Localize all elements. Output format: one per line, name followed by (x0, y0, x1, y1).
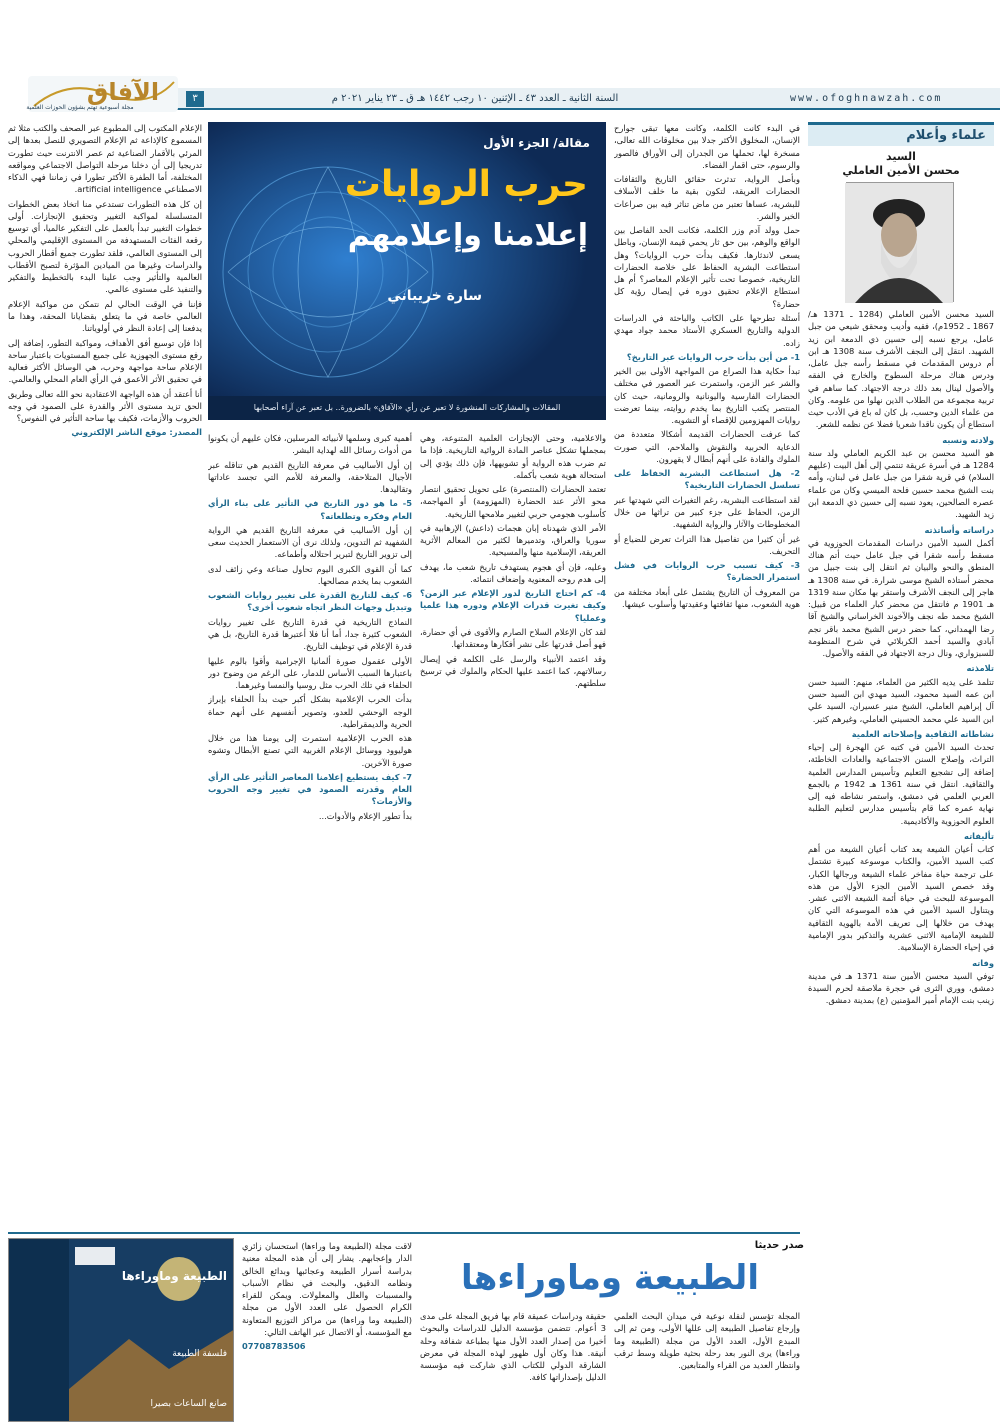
article-column-1 (614, 122, 800, 1202)
article-hero (208, 122, 606, 420)
section-divider (8, 1232, 800, 1234)
article-paragraph: هذه الحرب الإعلامية استمرت إلى يومنا هذا من خلال هوليوود ووسائل الإعلام الغربية التي تصنع الأبطال وتشوه صورة الآخرين. (208, 733, 412, 768)
article-question-3: 3- كيف تسبب حرب الروايات في فشل استمرار الحضارة؟ (614, 560, 800, 583)
bio-section-title: علماء وأعلام (808, 122, 994, 146)
article-paragraph: إن أول الأساليب في معرفة التاريخ القديم هي الرواية الشفهية ثم التدوين، ولذلك نرى أن الاستعمار الحديث سعى إلى تزوير التاريخ لتبرير احتلاله وأطماعه. (208, 524, 412, 560)
recent-column-1 (614, 1310, 800, 1422)
article-column-4 (8, 122, 202, 1212)
article-paragraph: النماذج التاريخية في قدرة التاريخ على تغيير روايات الشعوب كثيرة جدا، أما أنا فلا أعتبرها قدرة التاريخ، بل هي قدرة الإعلام في توظيف التاريخ. (208, 616, 412, 652)
article-question-7: 7- كيف يستطيع إعلامنا المعاصر التأثير على الرأي العام وقدرته الصمود في تغيير وجه الحروب والأزمات؟ (208, 771, 412, 807)
recent-column-3 (242, 1240, 412, 1422)
article-paragraph: الأمر الذي شهدناه إبان هجمات (داعش) الإرهابية في سوريا والعراق، وتدميرها لكثير من المعالم الأثرية العريقة، الإسلامية منها والمسيحية. (420, 522, 606, 558)
article-paragraph: بدأ تطور الإعلام والأدوات... (318, 810, 412, 821)
recent-paragraph: لاقت مجلة (الطبيعة وما وراءها) استحسان زائري الدار وإعجابهم. يشار إلى أن هذه المجلة معنية بدراسة أسرار الطبيعة وعجائبها وبدائع الخالق ونظامه الدقيق، والبحث في نظام الأسباب والمسببات والعلل والمعلولات. ويمكن للقراء الكرام الحصول على العدد الأول من مجلة (الطبيعة وما وراءها) من مراكز التوزيع المتعاونة مع المؤسسة، أو الاتصال عبر الهاتف التالي: (242, 1241, 412, 1337)
bio-study-title: دراساته وأساتذته (924, 524, 994, 535)
article-paragraph: إذا فإن توسيع أفق الأهداف، ومواكبة التطور، إضافة إلى رفع مستوى الجهوزية على جميع المستويات باعتبار ساحة الإعلام ساحة مواجهة وحرب، هي الوسائل الأكثر فعالية في تحقيق الأثر الأعمق في الرأي العام المحلي والعالمي. (8, 337, 202, 385)
bio-name-line-2: محسن الأمين العاملي (842, 164, 960, 177)
brand-tagline: مجلة أسبوعية تهتم بشؤون الحوزات العلمية (26, 104, 134, 111)
bio-birth-title: ولادته ونسبه (942, 434, 994, 445)
article-paragraph: من المعروف أن التاريخ يشتمل على أبعاد مختلفة من هوية الشعوب، منها ثقافتها وعقيدتها وأسلوب عيشها. (614, 586, 800, 609)
bio-intro: السيد محسن الأمين العاملي (1284 ـ 1371 هـ/ 1867 ـ 1952م)، فقيه وأديب ومحقق شيعي من جبل عامل، يرجع نسبه إلى حسين ذي الدمعة ابن زيد الشهيد. انتقل إلى النجف الأشرف سنة 1308 هـ ابن أم دروس المقدمات في مسقط رأسه جبل عامل، ودرس هناك مرحلة السطوح والخارج في الفقه والأصول لينال بعد ذلك درجة الاجتهاد. كما ساهم في تربية مجموعة من الطلاب الذين نهلوا من علومه. وكان من علماء الدين وحسب، بل كان له باع في الأدب حيث استطاع أن يكون ناقدا شعريا فضلا عن نظمه للشعر. (808, 309, 994, 430)
cover-line-2: صانع الساعات بصيرا (150, 1399, 227, 1409)
article-paragraph: إن كل هذه التطورات تستدعي منا اتخاذ بعض الخطوات المتسلسلة لمواكبة التغيير وتحقيق الإنجازات. أولى خطوات التغيير تبدأ بالعمل على التفكير عالميا، أي توسيع رقعة الفئات المستهدفة من المستوى الإقليمي والمحلي إلى المستوى العالمي، فلقد تطورت جميع أقطار الحروب والدراسات وغيرها من الميادين المؤثرة لتصبح الأقطاب العالمية والتأثير وجب علينا البدء بالتخطيط والتفكير والتنفيذ على مستوى عالمي. (8, 198, 202, 295)
bio-death-text: توفي السيد محسن الأمين سنة 1371 هـ في مدينة دمشق، ووري الثرى في حجرة ملاصقة لحرم السيدة زينب بنت الإمام أمير المؤمنين (ع) بمدينة دمشق. (808, 970, 994, 1006)
article-paragraph: والاعلامية، وحتى الإنجازات العلمية المتنوعة، وهي بمجملها تشكل عناصر المادة الروائية التاريخية. فإذا ما تم ضرب هذه الرواية أو تشويهها، فإن ذلك يؤدي إلى استحالة هوية شعب بأكمله. (420, 433, 606, 480)
article-paragraph: فإننا في الوقت الحالي لم نتمكن من مواكبة الإعلام العالمي خاصة في ما يتعلق بقضايانا المحقة، وهذا ما يدفعنا إلى إعادة النظر في أولوياتنا. (8, 298, 202, 334)
portrait-photo (846, 182, 954, 302)
article-paragraph: وقد اعتمد الأنبياء والرسل على الكلمة في إيصال رسالاتهم، كما اعتمد عليها الحكام والملوك في ترسيخ سلطتهم. (420, 653, 606, 689)
article-disclaimer: المقالات والمشاركات المنشورة لا تعبر عن رأي «الآفاق» بالضرورة.. بل تعبر عن آراء أصحابها (208, 396, 606, 420)
article-source: المصدر: موقع الناشر الإلكتروني (71, 427, 202, 438)
article-column-3 (208, 432, 412, 1232)
article-paragraph: لقد استطاعت البشرية، رغم التغيرات التي شهدتها عبر الزمن، الحفاظ على جزء كبير من تراثها من خلال المخطوطات والآثار والرواية الشفهية. (614, 494, 800, 530)
article-paragraph: تبدأ حكاية هذا الصراع من المواجهة الأولى بين الخير والشر عبر الزمن، واستمرت عبر العصور في مختلف الحضارات الفارسية واليونانية والرومانية، حيث كان المنتصر يكتب التاريخ بما يخدم روايته، بينما تعرضت روايات المهزومين للإقصاء أو التشويه. (614, 366, 800, 426)
phone-number[interactable]: 07708783506 (242, 1341, 306, 1352)
page-number: ٣ (186, 91, 204, 107)
article-paragraph: لقد كان الإعلام السلاح الصارم والأقوى في أي حضارة، فهو أصل قدرتها على نشر أفكارها ومعتقداتها. (420, 626, 606, 650)
bio-activity-title: نشاطاته الثقافية وإصلاحاته العلمية (851, 728, 994, 739)
article-author: سارة خريباني (387, 288, 482, 304)
article-paragraph: وبأصل الرواية، تدثرت حقائق التاريخ والثقافات الحضارات العريقة، لتكون بقية ما خلف الأسلاف للبشرية، عساها تعتبر من ماض تناثر فيه بين صراعات الخير والشر. (614, 174, 800, 221)
cover-art (9, 1239, 234, 1422)
article-subtitle: إعلامنا وإعلامهم (347, 218, 588, 253)
article-paragraph: الإعلام المكتوب إلى المطبوع عبر الصحف والكتب مثلا ثم المسموع كالإذاعة ثم الإعلام التصويري للنصل بعدها إلى المرئي بالأقمار الصناعية ثم عصر الانترنت حيث تطورت تدريجيا إلى أن دخلنا مرحلة التواصل الاجتماعي ومواقعه المختلفة، أما الطفرة الأكثر تطورا في زماننا فهي الذكاء الاصطناعي artificial intelligence. (8, 123, 202, 195)
bio-birth-text: هو السيد محسن بن عبد الكريم العاملي ولد سنة 1284 هـ في أسرة عريقة تنتمي إلى أهل البيت (عليهم السلام) في قرية شقرا من جبل عامل في لبنان، وأمه بنت الشيخ محمد حسين فلحة الميسي وكان من علماء عصره الصالحين، يعود نسبه إلى حسين ذي الدمعة ابن زيد الشهيد. (808, 447, 994, 520)
bio-works-text: كتاب أعيان الشيعة يعد كتاب أعيان الشيعة من أهم كتب السيد الأمين، والكتاب موسوعة كبيرة تشتمل على ترجمة حياة مفاخر علماء الشيعة ورجالها الكبار، وقد خصص السيد الأمين الجزء الأول من هذه الموسوعة للبحث في حياة أئمة الشيعة الاثنى عشر. ويتناول السيد الأمين في هذه الموسوعة التي كان يهدف من خلالها إلى تعريف الأمة بالهوية الثقافية للشيعة الإمامية الاثنى عشرية والتذكير بدور الإمامية في إحياء الحضارة الإسلامية. (808, 844, 994, 953)
article-question-4: 4- كم احتاج التاريخ لدور الإعلام عبر الزمن؟ وكيف تغيرت قدرات الإعلام ودوره هذا علميا وعمليا؟ (420, 588, 606, 623)
article-question-5: 5- ما هو دور التاريخ في التأثير على بناء الرأي العام وفكره وتطلعاته؟ (208, 498, 412, 521)
bio-study-text: أكمل السيد الأمين دراسات المقدمات الحوزوية في مسقط رأسه شقرا في جبل عامل حيث أتم هناك المنطق والنحو والبيان ثم انتقل إلى بنت جبيل من محضر أستاذه الشيخ موسى شرارة. في سنة 1308 هـ هاجر إلى النجف الأشرف واستقر بها مكان سنة 1319 هـ 1901 م فانتقل من محضر كبار العلماء من قبيل: الشيخ محمد طه نجف والآخوند الخراساني والشيخ آقا رضا الهمداني، كما حضر درس الشيخ محمد باقر نجم آبادي والسيد أحمد الكربلائي في شرح المنظومة للسبزواري، ونال درجة الاجتهاد في الفقه والأصول. (808, 537, 994, 659)
bio-works-title: تأليفاته (964, 830, 994, 841)
brand-name: الآفاق (86, 78, 160, 106)
article-paragraph: كما أن القوى الكبرى اليوم تحاول صناعة وعي زائف لدى الشعوب بما يخدم مصالحها. (208, 563, 412, 586)
article-paragraph: وعليه، فإن أي هجوم يستهدف تاريخ شعب ما، يهدف إلى هدم روحه المعنوية وإضعاف انتمائه. (420, 561, 606, 584)
article-paragraph: تعتمد الحضارات (المنتصرة) على تحويل تحقيق انتصار محو الأثر عند الحضارة (المهزومة) أو المهاجمة، كأسلوب هجومي حربي لتغيير ملامحها التاريخية. (420, 484, 606, 519)
bio-students-title: تلامذته (966, 663, 994, 674)
article-paragraph: أهمية كبرى وسلمها لأنبيائه المرسلين، فكان عليهم أن يكونوا من أدوات رسائل الله لهداية البشر. (208, 433, 412, 456)
article-category-label: مقالة/ الجزء الأول (483, 136, 590, 150)
recent-column-2 (420, 1310, 606, 1422)
recent-paragraph: حقيقة ودراسات عميقة قام بها فريق المجلة على مدى 3 أعوام. تتضمن مؤسسة الدليل للدراسات والبحوث أخيرا من إصدار العدد الأول منها بطباعة شفافة وحلة أنيقة. هذا وكان أول ظهور لهذه المجلة في معرض الشارقة الدولي للكتاب الذي شاركت فيه مؤسسة الدليل بإصداراتها كافة. (420, 1311, 606, 1383)
bio-death-title: وفاته (972, 957, 994, 968)
article-paragraph: الأولى عقمول صورة ألمانيا الإجرامية وأقوا بالوم عليها باعتبارها السبب الأساس للدمار، على الرغم من وضوح دور الحلفاء في تلك الحرب مثل روسيا والنمسا وغيرهما. (208, 655, 412, 691)
recent-paragraph: المجلة تؤسس لنقلة نوعية في ميدان البحث العلمي وإرجاع تفاصيل الطبيعة إلى عللها الأولى، ومن ثم إلى المبدع الأول، العدد الأول من مجلة (الطبيعة وما وراءها) يرى النور بعد رحلة بحثية طويلة وسط ترقب وانتظار العديد من القراء والمتابعين. (614, 1311, 800, 1371)
article-paragraph: في البدء كانت الكلمة، وكانت معها تبقى جوارح الإنسان، المخلوق الأكثر جدلا بين مخلوقات الله تعالى، مسخرة لها، تحملها من الجدران إلى الأوراق فالصور والرسوم، حتى اقمار الفضاء. (614, 123, 800, 170)
issue-info: السنة الثانية ـ العدد ٤٣ ـ الإثنين ١٠ رجب ١٤٤٢ هـ ق ـ ٢٣ يناير ٢٠٢١ م (331, 93, 619, 104)
recent-title: الطبيعة وماوراءها (461, 1258, 759, 1298)
cover-line-1: فلسفة الطبيعة (172, 1349, 227, 1359)
recent-label: صدر حديثا (754, 1240, 804, 1251)
article-paragraph: أنا أعتقد أن هذه الواجهة الاعتقادية نحو الله تعالى وطريق الحق تزيد مستوى الأثر والقدرة على الصمود في وجه الحروب والأزمات، فكيف بها ساحة التأثير في النفوس؟ (8, 388, 202, 424)
bio-name-line-1: السيد (886, 150, 916, 163)
magazine-cover (8, 1238, 234, 1422)
article-paragraph: حمل وولد آدم وزر الكلمة، فكانت الحد الفاصل بين الواقع والوهم، بين حق ثار يحمي قيمة الإنسان، وباطل يسعى لاندثارها. فكيف بدأت حرب الروايات؟ وهل استطاعت البشرية الحفاظ على خلاصة الحضارات التاريخية، خصوصا تحت تأثير الإعلام المعاصر؟ أم هل استطاع الإعلام تحقيق دوره في إيصال رؤية كل حضارة؟ (614, 225, 800, 309)
article-column-2 (420, 432, 606, 1232)
article-question-6: 6- كيف للتاريخ القدرة على تغيير روايات الشعوب وتبديل وجهات النظر اتجاه شعوب أخرى؟ (208, 590, 412, 613)
site-url[interactable]: www.ofoghnawzah.com (790, 93, 943, 104)
bio-text (808, 308, 994, 1418)
article-title: حرب الروايات (344, 164, 588, 205)
article-paragraph: أسئلة تطرحها على الكاتب والباحثة في الدراسات الدولية والتاريخ العسكري الأستاذ محمد جواد مهدي زاده. (614, 312, 800, 348)
article-paragraph: كما عرفت الحضارات القديمة أشكالا متعددة من الدعاية الحربية والنقوش والملاحم، التي صورت الملوك والقادة على أنهم أبطال لا يقهرون. (614, 429, 800, 464)
bio-students-text: تتلمذ على يديه الكثير من العلماء، منهم: السيد حسن ابن عمه السيد محمود، السيد مهدي ابن السيد حسن آل إبراهيم العاملي، الشيخ منير عسيران، السيد علي ابن السيد علي محمد الحسيني العاملي، وغيرهم كثير. (808, 676, 994, 724)
article-question-2: 2- هل استطاعت البشرية الحفاظ على تسلسل الحضارات التاريخية؟ (614, 468, 800, 491)
bio-column (808, 122, 994, 1418)
article-paragraph: غير أن كثيرا من تفاصيل هذا التراث تعرض للضياع أو التحريف. (614, 533, 800, 556)
article-question-1: 1- من أين بدأت حرب الروايات عبر التاريخ؟ (626, 351, 800, 362)
article-paragraph: بدأت الحرب الإعلامية بشكل أكبر حيث بدأ الحلفاء بإبراز الوجه الوحشي للعدو، وتصوير أنفسهم على أنهم حماة الحرية والديمقراطية. (208, 694, 412, 729)
cover-title: الطبيعة وماوراءها (121, 1269, 227, 1283)
article-paragraph: إن أول الأساليب في معرفة التاريخ القديم هي تناقله عبر الأجيال المتلاحقة، والمعرفة للأمم التي تجسد عاداتها وتقاليدها. (208, 459, 412, 495)
bio-activity-text: تحدث السيد الأمين في كتبه عن الهجرة إلى إحياء التراث، وإصلاح السنن الاجتماعية والعادات الخاطئة، إضافة إلى تشجيع التعليم وتأسيس المدارس العلمية والثقافية. انتقل في سنة 1361 هـ 1942 م بالجمع العربي العلمي في دمشق، واستمر نشاطه فيه إلى نهاية عمره كما قام بتأسيس مدارس لتعليم الطلبة العلوم الحوزوية والأكاديمية. (808, 742, 994, 826)
